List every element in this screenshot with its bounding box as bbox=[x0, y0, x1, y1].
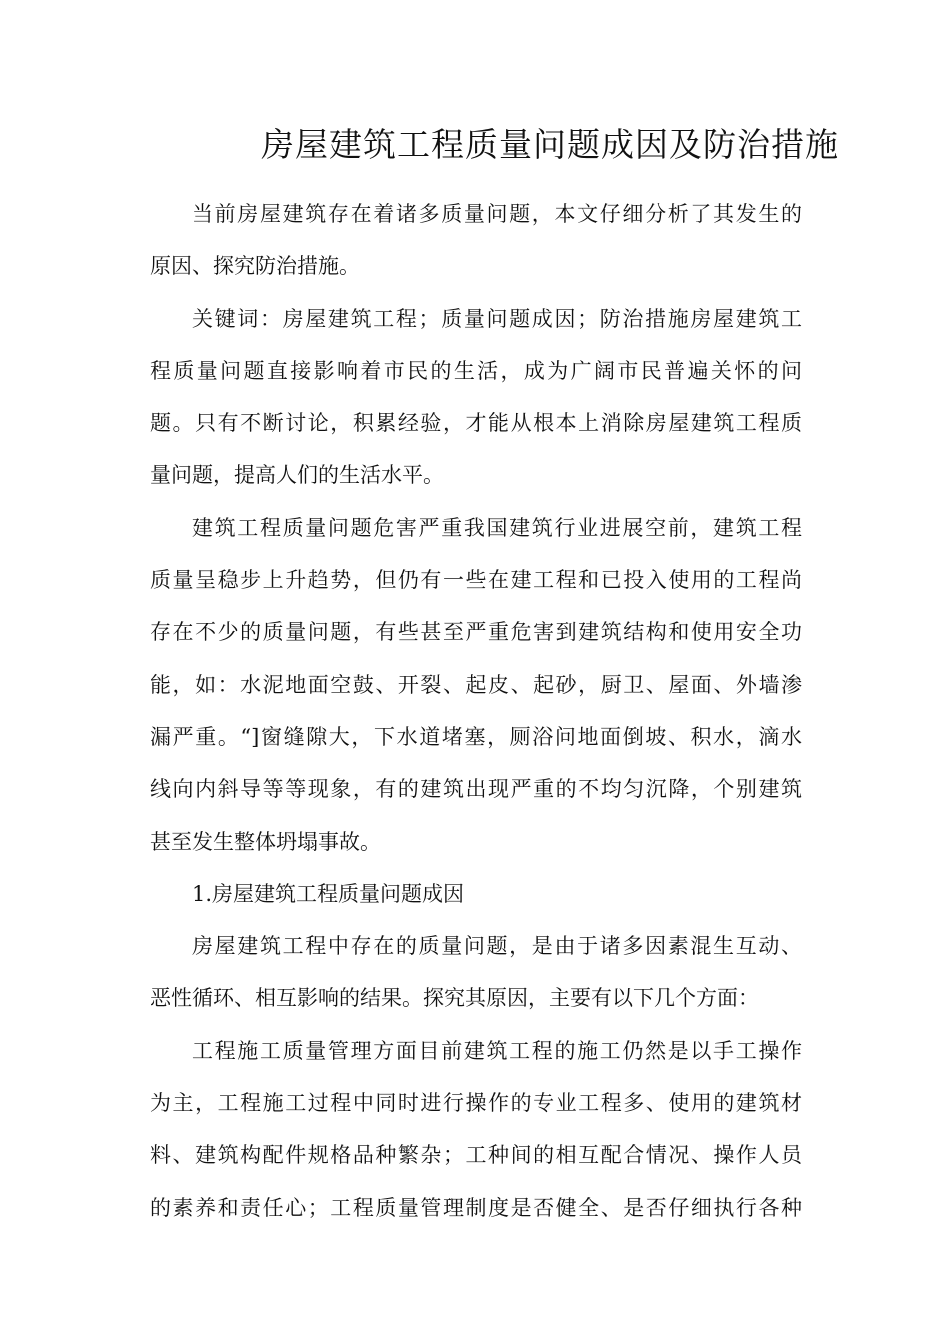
text-line: 质量呈稳步上升趋势，但仍有一些在建工程和已投入使用的工程尚 bbox=[150, 568, 802, 593]
text-line: 甚至发生整体坍塌事故。 bbox=[150, 829, 381, 854]
text-line: 量问题，提高人们的生活水平。 bbox=[150, 463, 444, 488]
text-line: 线向内斜导等等现象，有的建筑出现严重的不均匀沉降，个别建筑 bbox=[150, 777, 802, 802]
paragraph-construction-management bbox=[150, 1025, 802, 1234]
text-line: 为主，工程施工过程中同时进行操作的专业工程多、使用的建筑材 bbox=[150, 1091, 802, 1116]
text-line: 漏严重。“]窗缝隙大，下水道堵塞，厕浴问地面倒坡、积水，滴水 bbox=[150, 724, 802, 749]
text-line: 建筑工程质量问题危害严重我国建筑行业进展空前，建筑工程 bbox=[192, 515, 802, 540]
text-line: 工程施工质量管理方面目前建筑工程的施工仍然是以手工操作 bbox=[192, 1038, 802, 1063]
text-line: 程质量问题直接影响着市民的生活，成为广阔市民普遍关怀的问 bbox=[150, 358, 802, 383]
text-line: 能，如：水泥地面空鼓、开裂、起皮、起砂，厨卫、屋面、外墙渗 bbox=[150, 672, 802, 697]
text-line: 存在不少的质量问题，有些甚至严重危害到建筑结构和使用安全功 bbox=[150, 620, 802, 645]
text-line: 的素养和责任心；工程质量管理制度是否健全、是否仔细执行各种 bbox=[150, 1195, 802, 1220]
text-line: 题。只有不断讨论，积累经验，才能从根本上消除房屋建筑工程质 bbox=[150, 411, 802, 436]
paragraph-causes-intro bbox=[150, 920, 802, 1025]
paragraph-hazards bbox=[150, 502, 802, 868]
text-line: 原因、探究防治措施。 bbox=[150, 254, 360, 279]
section-heading bbox=[150, 868, 802, 920]
text-line: 关键词：房屋建筑工程；质量问题成因；防治措施房屋建筑工 bbox=[192, 306, 802, 331]
paragraph-keywords bbox=[150, 293, 802, 502]
text-line: 恶性循环、相互影响的结果。探究其原因，主要有以下几个方面： bbox=[150, 986, 759, 1011]
text-line: 1.房屋建筑工程质量问题成因 bbox=[192, 881, 465, 906]
document-title: 房屋建筑工程质量问题成因及防治措施 bbox=[261, 125, 839, 164]
text-line: 料、建筑构配件规格品种繁杂；工种间的相互配合情况、操作人员 bbox=[150, 1143, 802, 1168]
paragraph-abstract bbox=[150, 188, 802, 293]
text-line: 当前房屋建筑存在着诸多质量问题，本文仔细分析了其发生的 bbox=[192, 202, 802, 226]
document-body bbox=[150, 188, 802, 1234]
text-line: 房屋建筑工程中存在的质量问题，是由于诸多因素混生互动、 bbox=[192, 934, 802, 959]
